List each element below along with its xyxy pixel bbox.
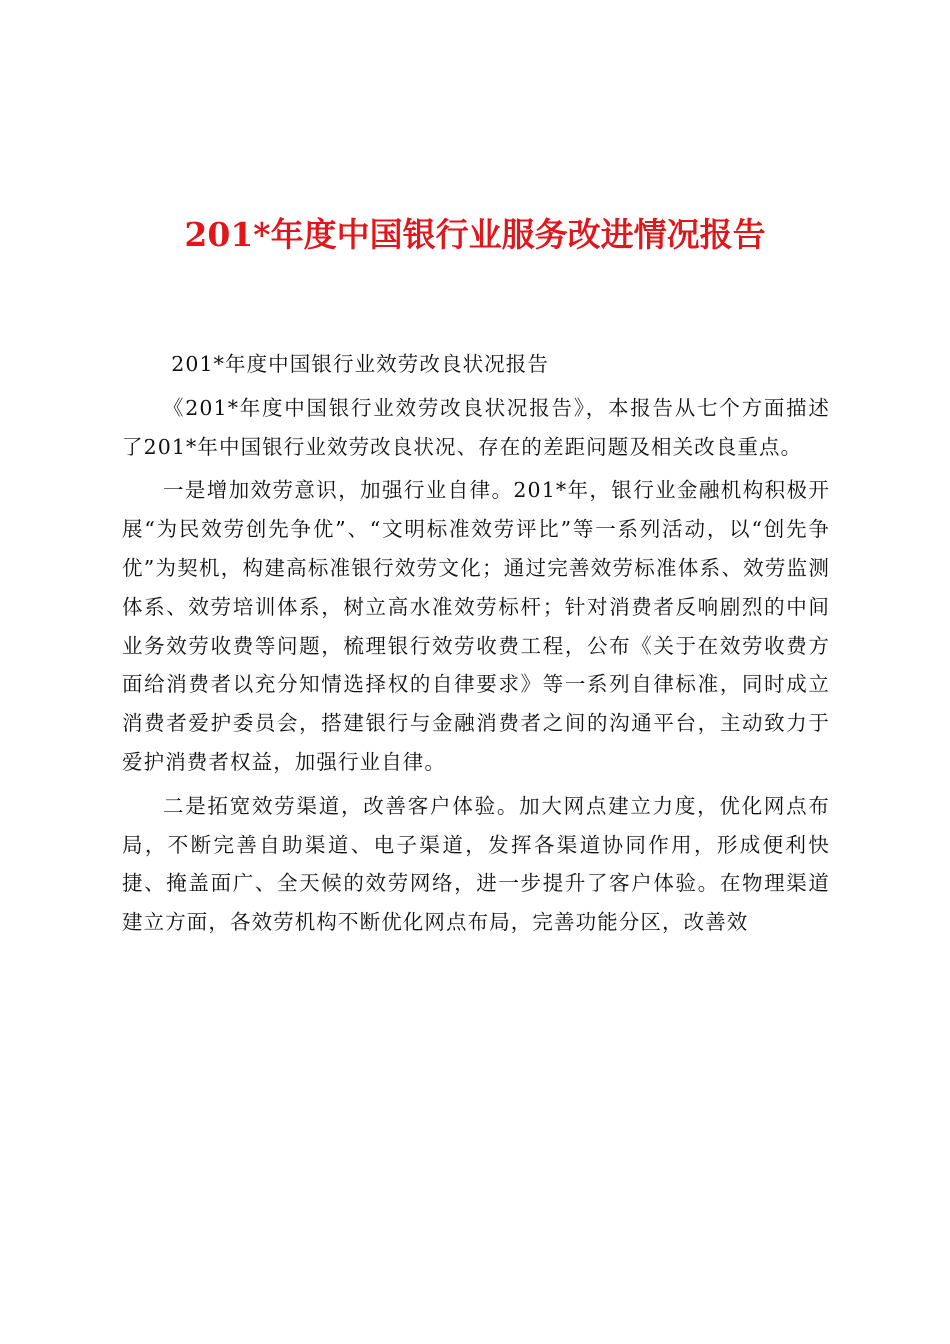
document-body	[122, 345, 830, 942]
paragraph-point-two: 二是拓宽效劳渠道，改善客户体验。加大网点建立力度，优化网点布局，不断完善自助渠道、电子渠道，发挥各渠道协同作用，形成便利快捷、掩盖面广、全天候的效劳网络，进一步提升了客户体验。在物理渠道建立方面，各效劳机构不断优化网点布局，完善功能分区，改善效	[122, 793, 830, 935]
document-title: 201*年度中国银行业服务改进情况报告	[184, 215, 766, 254]
paragraph-point-one: 一是增加效劳意识，加强行业自律。201*年，银行业金融机构积极开展“为民效劳创先争优”、“文明标准效劳评比”等一系列活动，以“创先争优”为契机，构建高标准银行效劳文化；通过完善效劳标准体系、效劳监测体系、效劳培训体系，树立高水准效劳标杆；针对消费者反响剧烈的中间业务效劳收费等问题，梳理银行效劳收费工程，公布《关于在效劳收费方面给消费者以充分知情选择权的自律要求》等一系列自律标准，同时成立消费者爱护委员会，搭建银行与金融消费者之间的沟通平台，主动致力于爱护消费者权益，加强行业自律。	[122, 478, 830, 774]
paragraph-subtitle: 201*年度中国银行业效劳改良状况报告	[171, 352, 549, 376]
paragraph-intro: 《201*年度中国银行业效劳改良状况报告》，本报告从七个方面描述了201*年中国银行业效劳改良状况、存在的差距问题及相关改良重点。	[122, 395, 830, 459]
